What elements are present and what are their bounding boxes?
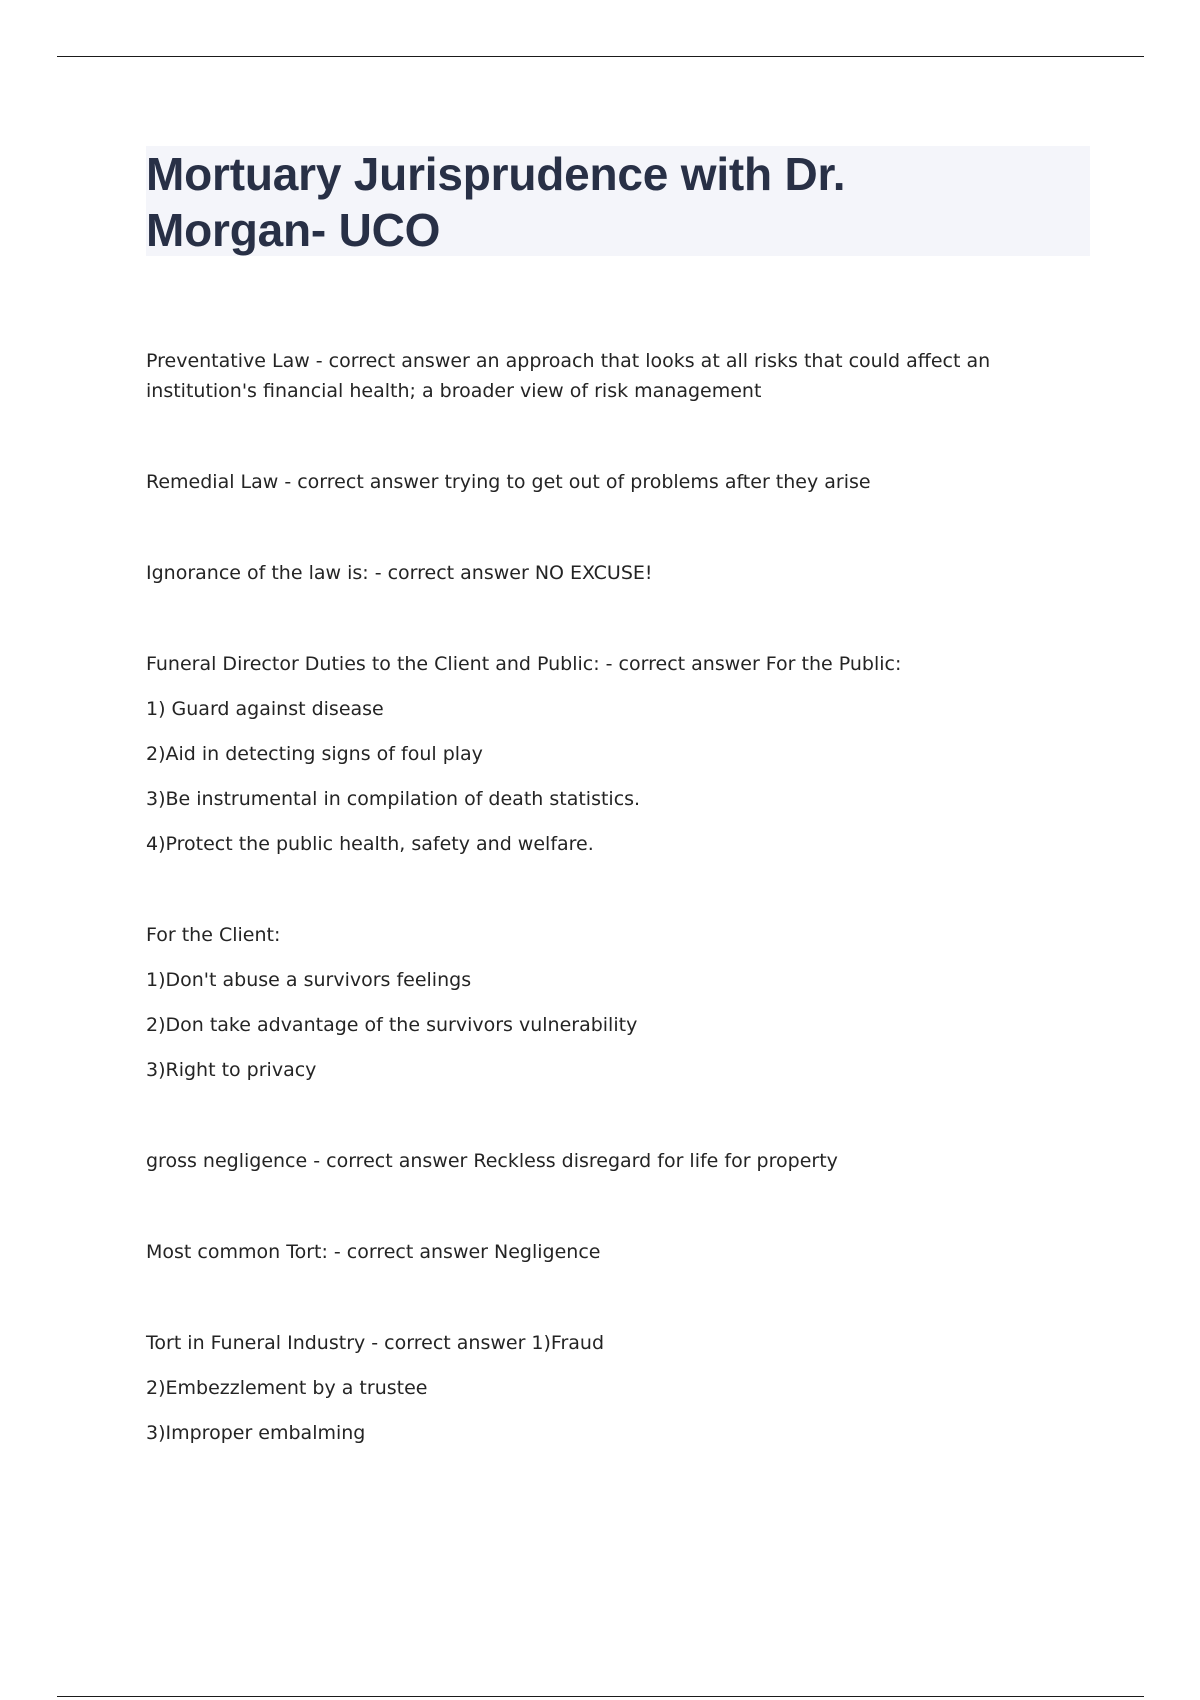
page-title-line-2: Morgan- UCO bbox=[146, 204, 441, 256]
entry-for-the-client bbox=[146, 920, 1066, 1085]
entry-funeral-director-duties bbox=[146, 649, 1066, 859]
list-item: 3)Improper embalming bbox=[146, 1422, 366, 1444]
entry-line: Preventative Law - correct answer an approach that looks at all risks that could affect an institution's financial health; a broader view of risk management bbox=[146, 350, 991, 402]
bottom-rule bbox=[57, 1696, 1144, 1697]
list-item: 1) Guard against disease bbox=[146, 698, 384, 720]
entry-tort-in-funeral-industry bbox=[146, 1328, 1066, 1448]
top-rule bbox=[57, 56, 1144, 57]
entry-line: Remedial Law - correct answer trying to get out of problems after they arise bbox=[146, 471, 871, 493]
entry-line: Ignorance of the law is: - correct answer NO EXCUSE! bbox=[146, 562, 653, 584]
entry-line: Funeral Director Duties to the Client and Public: - correct answer For the Public: bbox=[146, 653, 902, 675]
page-title-line-1: Mortuary Jurisprudence with Dr. bbox=[146, 148, 846, 200]
list-item: 3)Be instrumental in compilation of death statistics. bbox=[146, 788, 641, 810]
list-item: 3)Right to privacy bbox=[146, 1059, 317, 1081]
entry-remedial-law bbox=[146, 467, 1066, 497]
list-item: 1)Don't abuse a survivors feelings bbox=[146, 969, 472, 991]
page-title bbox=[146, 146, 1090, 258]
entry-line: For the Client: bbox=[146, 924, 281, 946]
entry-gross-negligence bbox=[146, 1146, 1066, 1176]
entry-line: Tort in Funeral Industry - correct answer 1)Fraud bbox=[146, 1332, 605, 1354]
list-item: 2)Aid in detecting signs of foul play bbox=[146, 743, 483, 765]
entry-ignorance-of-law bbox=[146, 558, 1066, 588]
list-item: 2)Don take advantage of the survivors vulnerability bbox=[146, 1014, 638, 1036]
entry-most-common-tort bbox=[146, 1237, 1066, 1267]
list-item: 4)Protect the public health, safety and welfare. bbox=[146, 833, 594, 855]
document-body bbox=[146, 346, 1066, 1448]
entry-line: Most common Tort: - correct answer Negligence bbox=[146, 1241, 601, 1263]
list-item: 2)Embezzlement by a trustee bbox=[146, 1377, 428, 1399]
entry-preventative-law bbox=[146, 346, 1066, 406]
entry-line: gross negligence - correct answer Reckless disregard for life for property bbox=[146, 1150, 838, 1172]
title-banner bbox=[146, 146, 1090, 256]
